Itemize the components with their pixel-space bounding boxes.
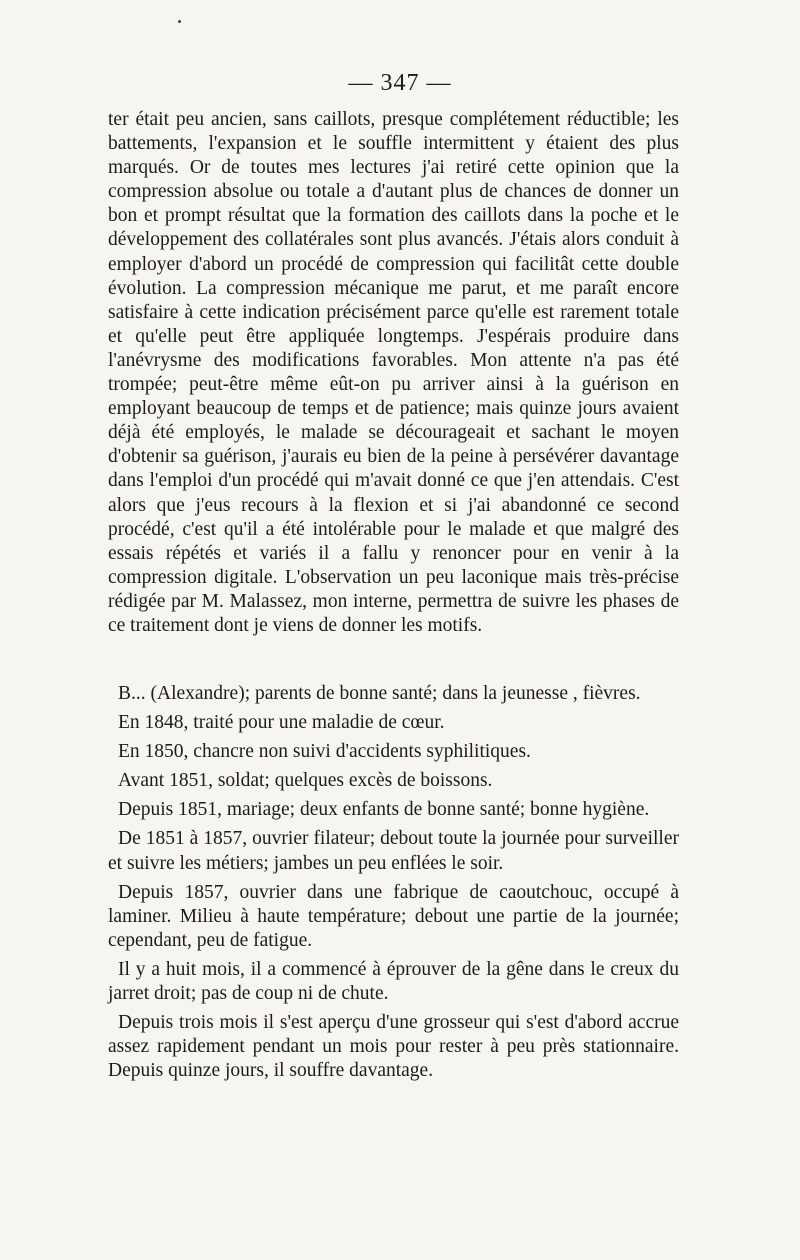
observation-paragraph: Depuis 1857, ouvrier dans une fabrique de caoutchouc, occupé à laminer. Milieu à haute température; debout une partie de la journée; cependant, peu de fatigue. [108, 881, 679, 951]
main-paragraph: ter était peu ancien, sans caillots, presque complétement réductible; les battements, l'expansion et le souffle intermittent y étaient des plus marqués. Or de toutes mes lectures j'ai retiré cette opinion que la compression absolue ou totale a d'autant plus de chances de donner un bon et prompt résultat que la formation des caillots dans la poche et le développement des collatérales sont plus avancés. J'étais alors conduit à employer d'abord un procédé de compression qui facilitât cette double évolution. La compression mécanique me parut, et me paraît encore satisfaire à cette indication précisément parce qu'elle est rarement totale et qu'elle peut être appliquée longtemps. J'espérais produire dans l'anévrysme des modifications favorables. Mon attente n'a pas été trompée; peut-être même eût-on pu arriver ainsi à la guérison en employant beaucoup de temps et de patience; mais quinze jours avaient déjà été employés, le malade se décourageait et sachant le moyen d'obtenir sa guérison, j'aurais eu bien de la peine à persévérer davantage dans l'emploi d'un procédé qui m'avait donné ce que j'en attendais. C'est alors que j'eus recours à la flexion et si j'ai abandonné ce second procédé, c'est qu'il a été intolérable pour le malade et que malgré des essais répétés et variés il a fallu y renoncer pour en venir à la compression digitale. L'observation un peu laconique mais très-précise rédigée par M. Malassez, mon interne, permettra de suivre les phases de ce traitement dont je viens de donner les motifs. [108, 109, 679, 636]
observation-paragraph: Avant 1851, soldat; quelques excès de boissons. [118, 770, 493, 792]
observation-paragraph: En 1850, chancre non suivi d'accidents syphilitiques. [118, 741, 531, 763]
observation-paragraph: De 1851 à 1857, ouvrier filateur; debout toute la journée pour surveiller et suivre les métiers; jambes un peu enflées le soir. [108, 828, 679, 874]
observation-paragraph: Il y a huit mois, il a commencé à éprouver de la gêne dans le creux du jarret droit; pas de coup ni de chute. [108, 958, 679, 1005]
observation-paragraph: B... (Alexandre); parents de bonne santé; dans la jeunesse , fièvres. [118, 683, 641, 704]
observation-paragraph: En 1848, traité pour une maladie de cœur. [118, 712, 445, 734]
page-number: — 347 — [348, 70, 452, 96]
observation-paragraph: Depuis trois mois il s'est aperçu d'une grosseur qui s'est d'abord accrue assez rapidement pendant un mois pour rester à peu près stationnaire. Depuis quinze jours, il souffre davantage. [108, 1012, 679, 1082]
main-text [108, 108, 679, 638]
clinical-observation [108, 682, 679, 1088]
ink-speck [178, 20, 181, 23]
observation-paragraph: Depuis 1851, mariage; deux enfants de bonne santé; bonne hygiène. [118, 799, 650, 821]
